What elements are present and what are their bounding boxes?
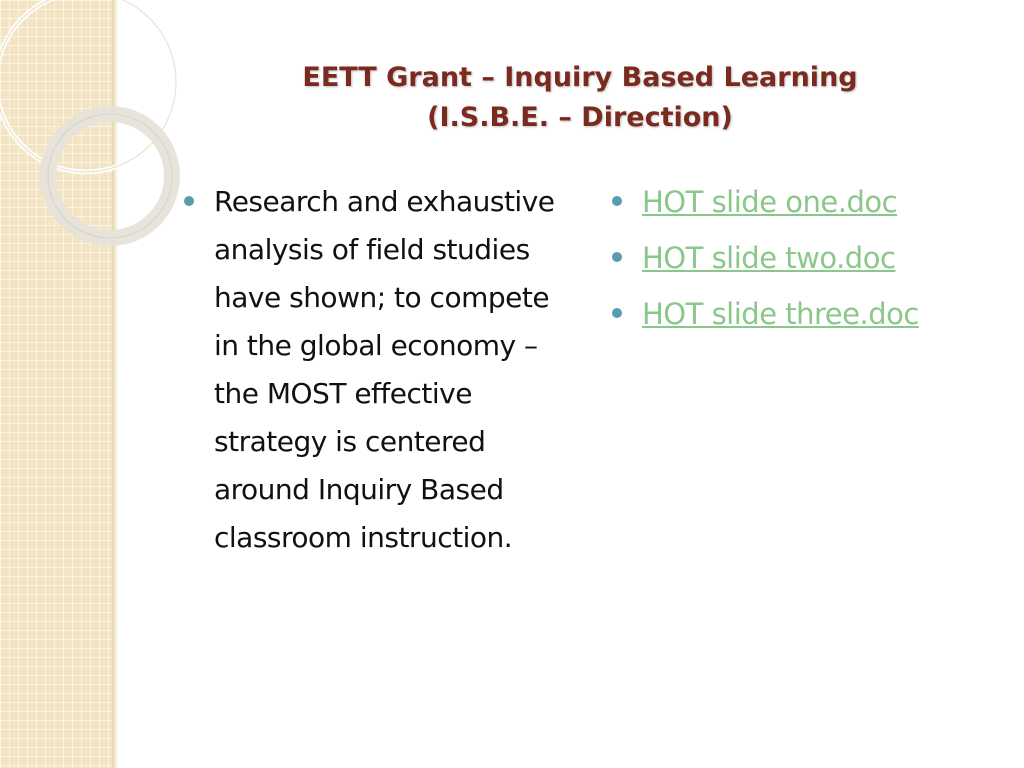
slide-title — [200, 58, 960, 138]
link-hot-slide-three[interactable]: HOT slide three.doc — [642, 297, 919, 331]
link-item-2 — [610, 234, 1010, 290]
bullet-dot-icon — [612, 308, 622, 318]
bullet-dot-icon — [612, 196, 622, 206]
link-hot-slide-two[interactable]: HOT slide two.doc — [642, 241, 896, 275]
link-hot-slide-one[interactable]: HOT slide one.doc — [642, 185, 898, 219]
bullet-dot-icon — [184, 196, 194, 206]
link-item-3 — [610, 290, 1010, 346]
bullet-text: Research and exhaustive analysis of field studies have shown; to compete in the global economy – the MOST effective strategy is centered around Inquiry Based classroom instruction. — [214, 185, 555, 554]
bullet-dot-icon — [612, 252, 622, 262]
title-line-1: EETT Grant – Inquiry Based Learning — [302, 62, 858, 93]
left-column — [182, 178, 572, 562]
title-line-2: (I.S.B.E. – Direction) — [427, 102, 733, 133]
right-column — [610, 178, 1010, 346]
decorative-rings — [0, 0, 160, 260]
link-item-1 — [610, 178, 1010, 234]
bullet-item — [182, 178, 572, 562]
